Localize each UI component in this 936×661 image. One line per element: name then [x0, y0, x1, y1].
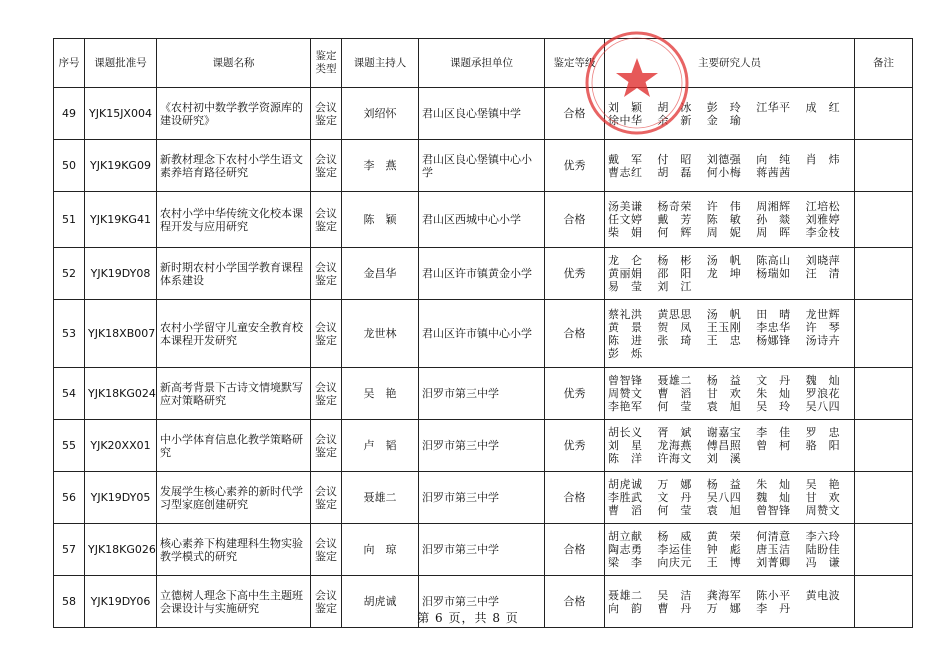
researcher-name: 陈高山	[756, 254, 791, 267]
row-unit: 君山区良心堡镇中学	[419, 88, 545, 140]
results-table	[53, 38, 913, 628]
researcher-name: 汤 帆	[706, 254, 742, 267]
researcher-name: 周 妮	[706, 226, 742, 239]
researcher-name: 聂雄二	[657, 374, 692, 387]
table-header-row	[54, 39, 913, 88]
researcher-name: 杨 益	[706, 374, 742, 387]
researcher-name: 周赞文	[805, 504, 841, 517]
row-researchers	[605, 300, 855, 368]
researcher-name: 许 琴	[805, 320, 841, 334]
researcher-name: 刘德强	[706, 152, 742, 166]
row-unit: 君山区西城中心小学	[419, 192, 545, 248]
researcher-name: 骆 阳	[805, 439, 841, 452]
researcher-name: 黄丽娟	[608, 267, 643, 280]
table-row	[54, 368, 913, 420]
row-type: 会议鉴定	[311, 524, 342, 576]
header-note: 备注	[855, 39, 913, 88]
researcher-name: 张 琦	[657, 333, 692, 347]
row-host: 李 燕	[342, 140, 419, 192]
researcher-name: 陈 敏	[706, 213, 742, 226]
row-unit: 君山区许市镇黄金小学	[419, 248, 545, 300]
researcher-name: 汤诗卉	[805, 333, 841, 347]
row-host: 刘绍怀	[342, 88, 419, 140]
researcher-name: 戴 芳	[657, 213, 692, 226]
row-no: 49	[54, 88, 85, 140]
researcher-name: 陶志勇	[608, 543, 643, 556]
row-level: 优秀	[545, 420, 605, 472]
researcher-name: 刘菁卿	[756, 556, 791, 569]
table-row	[54, 140, 913, 192]
page-footer: 第 6 页，共 8 页	[417, 611, 519, 625]
row-unit: 君山区良心堡镇中心小学	[419, 140, 545, 192]
researcher-name: 曾智锋	[756, 504, 791, 517]
row-host: 吴 艳	[342, 368, 419, 420]
row-type: 会议鉴定	[311, 472, 342, 524]
researcher-name: 曹 滔	[657, 387, 692, 400]
researcher-name: 甘 欢	[706, 387, 742, 400]
researcher-name: 江华平	[756, 100, 791, 114]
researcher-name: 吴 洁	[657, 588, 692, 602]
researcher-name: 汤美谦	[608, 200, 643, 213]
row-level: 合格	[545, 524, 605, 576]
row-note	[855, 368, 913, 420]
row-note	[855, 420, 913, 472]
row-note	[855, 524, 913, 576]
researcher-name: 梁 李	[608, 556, 643, 569]
researcher-name: 何 莹	[657, 400, 692, 413]
row-code: YJK18XB007	[85, 300, 157, 368]
row-code: YJK19KG09	[85, 140, 157, 192]
researcher-name: 蒋茜茜	[756, 165, 791, 179]
row-unit: 汨罗市第三中学	[419, 524, 545, 576]
researcher-name: 甘 欢	[805, 491, 841, 504]
researcher-name: 龙 仑	[608, 254, 643, 267]
row-type: 会议鉴定	[311, 368, 342, 420]
row-title: 农村小学留守儿童安全教育校本课程开发研究	[157, 300, 311, 368]
row-unit: 君山区许市镇中心小学	[419, 300, 545, 368]
row-type: 会议鉴定	[311, 576, 342, 628]
researcher-name: 田 晴	[756, 307, 791, 321]
researcher-name: 朱 灿	[756, 478, 791, 491]
researcher-name: 龙 坤	[706, 267, 742, 280]
researcher-name: 杨 彬	[657, 254, 692, 267]
header-level: 鉴定等级	[545, 39, 605, 88]
researcher-name: 周赞文	[608, 387, 643, 400]
row-host: 龙世林	[342, 300, 419, 368]
researcher-name: 魏 灿	[805, 374, 841, 387]
researcher-name: 罗浪花	[805, 387, 841, 400]
researcher-name: 聂雄二	[608, 588, 643, 602]
row-code: YJK19DY08	[85, 248, 157, 300]
researcher-name: 刘 溪	[706, 452, 742, 465]
researcher-name: 胡立献	[608, 530, 643, 543]
row-title: 新高考背景下古诗文情境默写应对策略研究	[157, 368, 311, 420]
row-host: 向 琼	[342, 524, 419, 576]
researcher-name: 柴 娟	[608, 226, 643, 239]
researcher-name: 黄电波	[805, 588, 841, 602]
row-type: 会议鉴定	[311, 420, 342, 472]
row-level: 合格	[545, 88, 605, 140]
table-body	[54, 88, 913, 628]
researcher-name: 谢嘉宝	[706, 426, 742, 439]
researcher-name: 余 新	[657, 113, 692, 127]
researcher-name: 成 红	[805, 100, 841, 114]
row-title: 核心素养下构建理科生物实验教学模式的研究	[157, 524, 311, 576]
researcher-name: 江培松	[805, 200, 841, 213]
researcher-name: 付 昭	[657, 152, 692, 166]
row-no: 52	[54, 248, 85, 300]
row-level: 合格	[545, 576, 605, 628]
table-row	[54, 420, 913, 472]
header-people: 主要研究人员	[605, 39, 855, 88]
header-host: 课题主持人	[342, 39, 419, 88]
researcher-name: 向 纯	[756, 152, 791, 166]
row-type: 会议鉴定	[311, 88, 342, 140]
row-code: YJK20XX01	[85, 420, 157, 472]
researcher-name: 胡 冰	[657, 100, 692, 114]
header-type: 鉴定类型	[311, 39, 342, 88]
row-level: 优秀	[545, 248, 605, 300]
row-title: 发展学生核心素养的新时代学习型家庭创建研究	[157, 472, 311, 524]
researcher-name: 傅昌照	[706, 439, 742, 452]
row-researchers	[605, 472, 855, 524]
row-no: 53	[54, 300, 85, 368]
researcher-name: 易 莹	[608, 280, 643, 293]
row-note	[855, 472, 913, 524]
researcher-name: 杨娜锋	[756, 333, 791, 347]
researcher-name: 黄思思	[657, 307, 692, 321]
researcher-name: 文 丹	[756, 374, 791, 387]
researcher-name: 孙 燚	[756, 213, 791, 226]
researcher-name: 胥 斌	[657, 426, 692, 439]
researcher-name: 许 伟	[706, 200, 742, 213]
researcher-name: 汪 清	[805, 267, 841, 280]
researcher-name: 周湘辉	[756, 200, 791, 213]
row-host: 聂雄二	[342, 472, 419, 524]
row-researchers	[605, 368, 855, 420]
row-code: YJK19KG41	[85, 192, 157, 248]
researcher-name: 许海文	[657, 452, 692, 465]
row-no: 58	[54, 576, 85, 628]
row-type: 会议鉴定	[311, 140, 342, 192]
researcher-name: 文 丹	[657, 491, 692, 504]
researcher-name: 杨奇荣	[657, 200, 692, 213]
researcher-name: 陈 进	[608, 333, 643, 347]
row-title: 新时期农村小学国学教育课程体系建设	[157, 248, 311, 300]
researcher-name: 袁 旭	[706, 504, 742, 517]
row-title: 中小学体育信息化教学策略研究	[157, 420, 311, 472]
row-code: YJK19DY05	[85, 472, 157, 524]
researcher-name: 李胜武	[608, 491, 643, 504]
researcher-name: 李 佳	[756, 426, 791, 439]
row-no: 55	[54, 420, 85, 472]
row-code: YJK19DY06	[85, 576, 157, 628]
row-level: 优秀	[545, 368, 605, 420]
researcher-name: 陆盼佳	[805, 543, 841, 556]
researcher-name: 龙世辉	[805, 307, 841, 321]
row-researchers	[605, 192, 855, 248]
researcher-name: 罗 忠	[805, 426, 841, 439]
row-title: 《农村初中数学教学资源库的建设研究》	[157, 88, 311, 140]
researcher-name: 黄 荣	[706, 530, 742, 543]
row-no: 50	[54, 140, 85, 192]
row-note	[855, 192, 913, 248]
row-researchers	[605, 524, 855, 576]
researcher-name: 何 莹	[657, 504, 692, 517]
row-note	[855, 88, 913, 140]
researcher-name: 邵 阳	[657, 267, 692, 280]
researcher-name: 向 韵	[608, 601, 643, 615]
researcher-name: 曹 滔	[608, 504, 643, 517]
researcher-name: 曾智锋	[608, 374, 643, 387]
researcher-name: 刘 江	[657, 280, 692, 293]
researcher-name: 刘晓萍	[805, 254, 841, 267]
researcher-name: 戴 军	[608, 152, 643, 166]
row-no: 56	[54, 472, 85, 524]
researcher-name: 李金枝	[805, 226, 841, 239]
researcher-name: 杨瑞如	[756, 267, 791, 280]
row-no: 54	[54, 368, 85, 420]
researcher-name: 万 娜	[657, 478, 692, 491]
researcher-name: 胡虎诚	[608, 478, 643, 491]
header-no: 序号	[54, 39, 85, 88]
row-host: 陈 颖	[342, 192, 419, 248]
researcher-name: 曾 柯	[756, 439, 791, 452]
row-no: 57	[54, 524, 85, 576]
researcher-name: 龚海军	[706, 588, 742, 602]
header-unit: 课题承担单位	[419, 39, 545, 88]
row-type: 会议鉴定	[311, 300, 342, 368]
researcher-name: 何 辉	[657, 226, 692, 239]
header-name: 课题名称	[157, 39, 311, 88]
researcher-name: 吴 艳	[805, 478, 841, 491]
row-researchers	[605, 88, 855, 140]
researcher-name: 杨 益	[706, 478, 742, 491]
row-note	[855, 300, 913, 368]
row-researchers	[605, 140, 855, 192]
table-row	[54, 524, 913, 576]
row-unit: 汨罗市第三中学	[419, 472, 545, 524]
researcher-name: 曹志红	[608, 165, 643, 179]
header-code: 课题批准号	[85, 39, 157, 88]
researcher-name: 吴八四	[706, 491, 742, 504]
row-title: 新教材理念下农村小学生语文素养培育路径研究	[157, 140, 311, 192]
researcher-name: 金 瑜	[706, 113, 742, 127]
researcher-name: 吴 玲	[756, 400, 791, 413]
researcher-name: 钟 彪	[706, 543, 742, 556]
table-row	[54, 248, 913, 300]
researcher-name: 彭 玲	[706, 100, 742, 114]
researcher-name: 刘 星	[608, 439, 643, 452]
researcher-name: 袁 旭	[706, 400, 742, 413]
row-code: YJK15JX004	[85, 88, 157, 140]
researcher-name: 万 娜	[706, 601, 742, 615]
table-row	[54, 88, 913, 140]
researcher-name: 王 忠	[706, 333, 742, 347]
row-host: 卢 韬	[342, 420, 419, 472]
row-type: 会议鉴定	[311, 248, 342, 300]
researcher-name: 龙海燕	[657, 439, 692, 452]
row-note	[855, 140, 913, 192]
researcher-name: 刘 颖	[608, 100, 643, 114]
researcher-name: 李 丹	[756, 601, 791, 615]
researcher-name: 周 晖	[756, 226, 791, 239]
researcher-name: 唐玉洁	[756, 543, 791, 556]
researcher-name: 冯 谦	[805, 556, 841, 569]
researcher-name: 任文婷	[608, 213, 643, 226]
researcher-name: 王玉刚	[706, 320, 742, 334]
researcher-name: 李忠华	[756, 320, 791, 334]
researcher-name: 黄 景	[608, 320, 643, 334]
table-row	[54, 192, 913, 248]
researcher-name: 曹 丹	[657, 601, 692, 615]
row-code: YJK18KG026	[85, 524, 157, 576]
row-note	[855, 248, 913, 300]
row-level: 合格	[545, 192, 605, 248]
row-no: 51	[54, 192, 85, 248]
row-unit: 汨罗市第三中学	[419, 368, 545, 420]
row-level: 合格	[545, 300, 605, 368]
researcher-name: 肖 炜	[805, 152, 841, 166]
row-researchers	[605, 248, 855, 300]
researcher-name: 何清意	[756, 530, 791, 543]
row-level: 优秀	[545, 140, 605, 192]
row-title: 立德树人理念下高中生主题班会课设计与实施研究	[157, 576, 311, 628]
row-host: 金昌华	[342, 248, 419, 300]
row-code: YJK18KG024	[85, 368, 157, 420]
table-row	[54, 300, 913, 368]
researcher-name: 胡 磊	[657, 165, 692, 179]
row-host: 胡虎诚	[342, 576, 419, 628]
researcher-name: 李运佳	[657, 543, 692, 556]
researcher-name: 蔡礼洪	[608, 307, 643, 321]
researcher-name: 徐中华	[608, 113, 643, 127]
researcher-name: 贺 凤	[657, 320, 692, 334]
researcher-name: 胡长义	[608, 426, 643, 439]
researcher-name: 魏 灿	[756, 491, 791, 504]
row-level: 合格	[545, 472, 605, 524]
researcher-name: 杨 威	[657, 530, 692, 543]
row-unit: 汨罗市第三中学	[419, 576, 545, 628]
researcher-name: 陈 洋	[608, 452, 643, 465]
researcher-name: 陈小平	[756, 588, 791, 602]
researcher-name: 彭 烁	[608, 346, 643, 360]
researcher-name: 向庆元	[657, 556, 692, 569]
researcher-name: 王 博	[706, 556, 742, 569]
row-researchers	[605, 420, 855, 472]
row-unit: 汨罗市第三中学	[419, 420, 545, 472]
researcher-name: 何小梅	[706, 165, 742, 179]
row-title: 农村小学中华传统文化校本课程开发与应用研究	[157, 192, 311, 248]
table-row	[54, 472, 913, 524]
researcher-name: 汤 帆	[706, 307, 742, 321]
row-type: 会议鉴定	[311, 192, 342, 248]
researcher-name: 李六玲	[805, 530, 841, 543]
researcher-name: 朱 灿	[756, 387, 791, 400]
researcher-name: 吴八四	[805, 400, 841, 413]
researcher-name: 刘雅婷	[805, 213, 841, 226]
researcher-name: 李艳军	[608, 400, 643, 413]
